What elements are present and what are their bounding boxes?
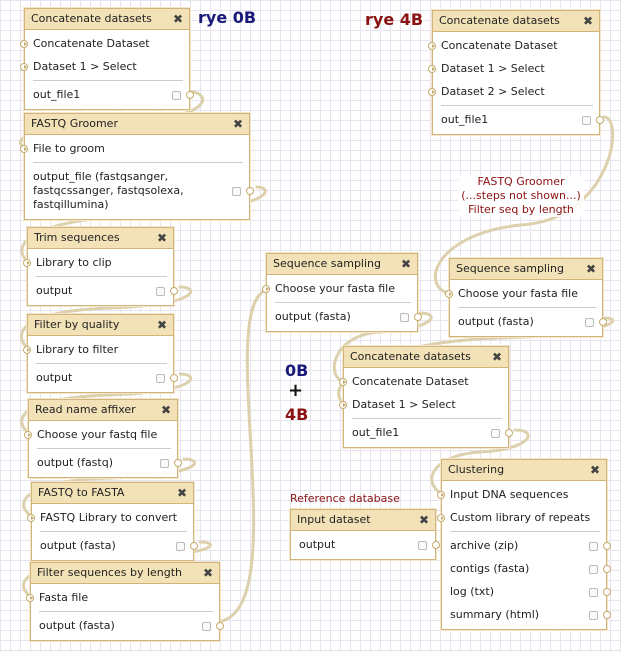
output-terminal[interactable] [216, 622, 224, 630]
output-terminal[interactable] [414, 313, 422, 321]
output-terminal[interactable] [186, 91, 194, 99]
node-title-text: Trim sequences [34, 231, 120, 244]
node-title-text: Concatenate datasets [31, 12, 152, 25]
output-terminal[interactable] [432, 541, 440, 549]
close-icon[interactable]: ✖ [582, 14, 593, 28]
output-checkbox[interactable] [232, 187, 241, 196]
output-checkbox[interactable] [400, 313, 409, 322]
node-title-text: Filter by quality [34, 318, 120, 331]
output-label: output [36, 284, 73, 297]
rye0b-label: rye 0B [198, 8, 257, 27]
node-read-name-affixer[interactable] [28, 399, 178, 478]
input-label: Dataset 1 > Select [352, 398, 456, 411]
node-input-dataset[interactable] [290, 509, 436, 560]
node-title[interactable] [291, 510, 435, 531]
input-terminal[interactable] [26, 594, 34, 602]
node-title[interactable] [29, 400, 177, 421]
output-checkbox[interactable] [202, 622, 211, 631]
node-concatenate-datasets-1[interactable] [24, 8, 190, 110]
input-terminal[interactable] [428, 65, 436, 73]
close-icon[interactable]: ✖ [156, 318, 167, 332]
0b-label: 0B [285, 361, 309, 380]
node-title[interactable] [28, 315, 173, 336]
output-terminal[interactable] [603, 542, 611, 550]
node-title-text: Clustering [448, 463, 505, 476]
node-clustering[interactable] [441, 459, 607, 630]
node-fastq-groomer[interactable] [24, 113, 250, 220]
output-checkbox[interactable] [585, 318, 594, 327]
input-label: Dataset 1 > Select [441, 62, 545, 75]
input-terminal[interactable] [23, 346, 31, 354]
input-label: Concatenate Dataset [441, 39, 558, 52]
output-terminal[interactable] [246, 187, 254, 195]
output-terminal[interactable] [505, 429, 513, 437]
output-checkbox[interactable] [156, 374, 165, 383]
output-label: output (fasta) [39, 619, 115, 632]
output-terminal[interactable] [170, 374, 178, 382]
output-checkbox[interactable] [160, 459, 169, 468]
node-filter-sequences-by-length[interactable] [30, 562, 220, 641]
node-title[interactable] [267, 254, 417, 275]
node-title-text: FASTQ to FASTA [38, 486, 125, 499]
close-icon[interactable]: ✖ [491, 350, 502, 364]
node-sequence-sampling-1[interactable] [266, 253, 418, 332]
node-filter-by-quality[interactable] [27, 314, 174, 393]
input-terminal[interactable] [20, 40, 28, 48]
close-icon[interactable]: ✖ [585, 262, 596, 276]
node-title-text: Filter sequences by length [37, 566, 183, 579]
output-checkbox[interactable] [589, 588, 598, 597]
node-title[interactable] [442, 460, 606, 481]
close-icon[interactable]: ✖ [400, 257, 411, 271]
input-terminal[interactable] [339, 378, 347, 386]
output-checkbox[interactable] [589, 542, 598, 551]
wire-filterlen-sample1 [214, 289, 269, 622]
node-title-text: FASTQ Groomer [31, 117, 118, 130]
output-label: output [36, 371, 73, 384]
input-label: Input DNA sequences [450, 488, 569, 501]
node-title-text: Sequence sampling [456, 262, 564, 275]
output-label: log (txt) [450, 585, 494, 598]
node-title[interactable] [25, 9, 189, 30]
node-trim-sequences[interactable] [27, 227, 174, 306]
node-title[interactable] [32, 483, 193, 504]
output-label: output (fasta) [275, 310, 351, 323]
node-sequence-sampling-2[interactable] [449, 258, 603, 337]
output-checkbox[interactable] [491, 429, 500, 438]
input-terminal[interactable] [24, 431, 32, 439]
plus-sign: + [288, 380, 304, 401]
output-terminal[interactable] [190, 542, 198, 550]
input-label: Choose your fasta file [275, 282, 395, 295]
note-line: Filter seq by length [468, 203, 574, 216]
input-terminal[interactable] [437, 491, 445, 499]
output-label: archive (zip) [450, 539, 519, 552]
output-terminal[interactable] [596, 116, 604, 124]
input-label: Library to clip [36, 256, 112, 269]
input-label: Concatenate Dataset [352, 375, 469, 388]
output-label: output_file (fastqsanger, fastqcssanger, fastqsolexa, fastqillumina) [33, 170, 184, 211]
close-icon[interactable]: ✖ [589, 463, 600, 477]
node-title[interactable] [25, 114, 249, 135]
input-label: FASTQ Library to convert [40, 511, 178, 524]
node-title[interactable] [31, 563, 219, 584]
close-icon[interactable]: ✖ [202, 566, 213, 580]
output-terminal[interactable] [170, 287, 178, 295]
input-terminal[interactable] [437, 514, 445, 522]
input-terminal[interactable] [20, 63, 28, 71]
output-checkbox[interactable] [172, 91, 181, 100]
input-label: Fasta file [39, 591, 89, 604]
output-label: out_file1 [33, 88, 81, 101]
node-fastq-to-fasta[interactable] [31, 482, 194, 561]
output-checkbox[interactable] [418, 541, 427, 550]
4b-label: 4B [285, 405, 309, 424]
input-label: Concatenate Dataset [33, 37, 150, 50]
input-label: Choose your fastq file [37, 428, 158, 441]
node-concatenate-datasets-2[interactable] [432, 10, 600, 135]
input-label: Choose your fasta file [458, 287, 578, 300]
output-label: summary (html) [450, 608, 540, 621]
output-terminal[interactable] [603, 611, 611, 619]
output-label: output [299, 538, 336, 551]
input-terminal[interactable] [262, 285, 270, 293]
input-label: Library to filter [36, 343, 119, 356]
output-label: output (fastq) [37, 456, 114, 469]
close-icon[interactable]: ✖ [156, 231, 167, 245]
node-title-text: Input dataset [297, 513, 371, 526]
output-terminal[interactable] [603, 565, 611, 573]
reference-database-label: Reference database [290, 492, 400, 505]
close-icon[interactable]: ✖ [176, 486, 187, 500]
output-checkbox[interactable] [582, 116, 591, 125]
input-label: File to groom [33, 142, 105, 155]
input-terminal[interactable] [428, 88, 436, 96]
output-label: output (fasta) [458, 315, 534, 328]
node-title-text: Concatenate datasets [439, 14, 560, 27]
steps-not-shown-note [458, 175, 584, 217]
node-title-text: Read name affixer [35, 403, 136, 416]
output-checkbox[interactable] [589, 565, 598, 574]
close-icon[interactable]: ✖ [232, 117, 243, 131]
output-terminal[interactable] [174, 459, 182, 467]
rye4b-label: rye 4B [365, 10, 424, 29]
output-label: out_file1 [352, 426, 400, 439]
input-terminal[interactable] [339, 401, 347, 409]
input-terminal[interactable] [23, 259, 31, 267]
node-title[interactable] [450, 259, 602, 280]
output-checkbox[interactable] [589, 611, 598, 620]
note-line: (...steps not shown...) [461, 189, 581, 202]
input-label: Dataset 2 > Select [441, 85, 545, 98]
node-title-text: Sequence sampling [273, 257, 381, 270]
input-terminal[interactable] [27, 514, 35, 522]
close-icon[interactable]: ✖ [418, 513, 429, 527]
node-title[interactable] [344, 347, 508, 368]
node-concatenate-datasets-3[interactable] [343, 346, 509, 448]
output-checkbox[interactable] [176, 542, 185, 551]
output-label: output (fasta) [40, 539, 116, 552]
node-title[interactable] [433, 11, 599, 32]
close-icon[interactable]: ✖ [172, 12, 183, 26]
input-terminal[interactable] [428, 42, 436, 50]
input-terminal[interactable] [445, 290, 453, 298]
output-label: out_file1 [441, 113, 489, 126]
node-title-text: Concatenate datasets [350, 350, 471, 363]
output-terminal[interactable] [599, 318, 607, 326]
output-terminal[interactable] [603, 588, 611, 596]
output-checkbox[interactable] [156, 287, 165, 296]
input-label: Dataset 1 > Select [33, 60, 137, 73]
input-label: Custom library of repeats [450, 511, 591, 524]
close-icon[interactable]: ✖ [160, 403, 171, 417]
input-terminal[interactable] [20, 145, 28, 153]
note-line: FASTQ Groomer [477, 175, 565, 188]
node-title[interactable] [28, 228, 173, 249]
output-label: contigs (fasta) [450, 562, 530, 575]
